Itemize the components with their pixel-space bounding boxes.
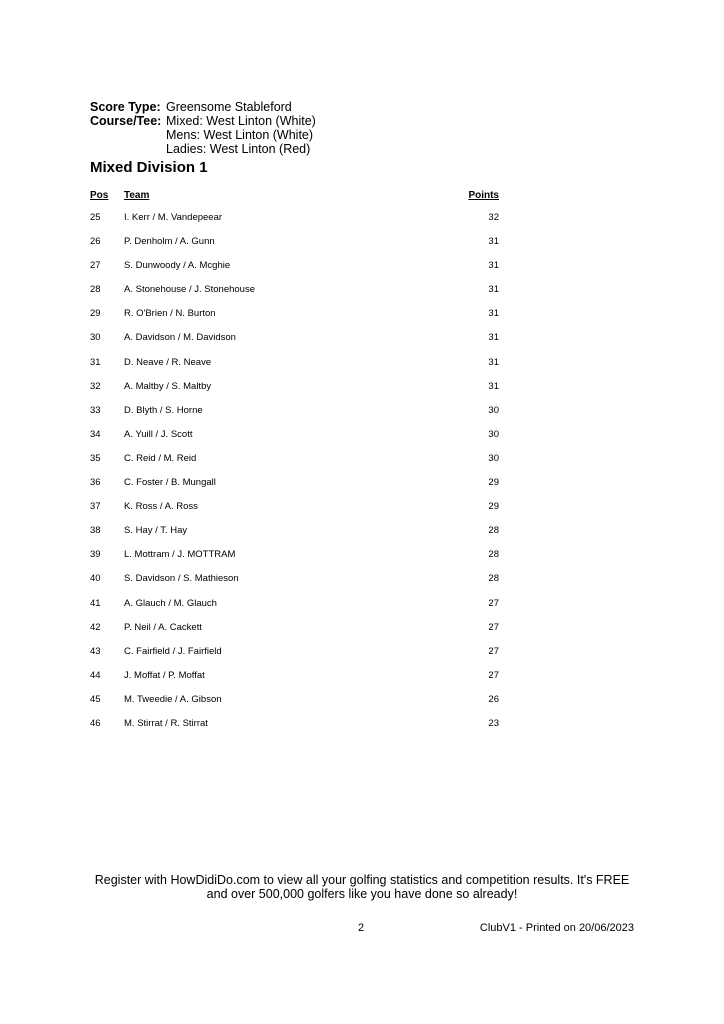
team-cell: P. Denholm / A. Gunn bbox=[124, 236, 215, 248]
pos-cell: 41 bbox=[90, 597, 101, 609]
points-cell: 31 bbox=[488, 284, 499, 296]
howdidido-message-line2: and over 500,000 golfers like you have done so already! bbox=[206, 887, 518, 901]
team-cell: D. Blyth / S. Horne bbox=[124, 404, 203, 416]
column-header-team: Team bbox=[124, 190, 150, 201]
team-cell: A. Maltby / S. Maltby bbox=[124, 380, 212, 392]
division-title: Mixed Division 1 bbox=[90, 159, 208, 176]
team-cell: S. Hay / T. Hay bbox=[124, 525, 188, 537]
team-cell: K. Ross / A. Ross bbox=[124, 501, 198, 513]
team-cell: M. Stirrat / R. Stirrat bbox=[124, 717, 208, 729]
score-type-label: Score Type: bbox=[90, 100, 161, 114]
team-cell: C. Reid / M. Reid bbox=[124, 452, 197, 464]
pos-cell: 44 bbox=[90, 669, 101, 681]
pos-cell: 26 bbox=[90, 236, 101, 248]
team-cell: P. Neil / A. Cackett bbox=[124, 621, 202, 633]
pos-cell: 38 bbox=[90, 525, 101, 537]
table-row bbox=[90, 477, 500, 501]
results-table-body bbox=[90, 212, 500, 742]
points-cell: 32 bbox=[488, 212, 499, 223]
points-cell: 30 bbox=[488, 404, 499, 416]
table-row bbox=[90, 332, 500, 356]
pos-cell: 46 bbox=[90, 717, 101, 729]
points-cell: 27 bbox=[488, 645, 499, 657]
points-cell: 31 bbox=[488, 356, 499, 368]
team-cell: I. Kerr / M. Vandepeear bbox=[124, 212, 223, 223]
pos-cell: 43 bbox=[90, 645, 101, 657]
table-row bbox=[90, 501, 500, 525]
pos-cell: 33 bbox=[90, 404, 101, 416]
pos-cell: 29 bbox=[90, 308, 101, 320]
points-cell: 31 bbox=[488, 308, 499, 320]
pos-cell: 45 bbox=[90, 693, 101, 705]
table-row bbox=[90, 694, 500, 718]
howdidido-message-line1: Register with HowDidiDo.com to view all your golfing statistics and competition results. It's FREE bbox=[94, 873, 630, 887]
table-row bbox=[90, 357, 500, 381]
table-row bbox=[90, 260, 500, 284]
table-row bbox=[90, 429, 500, 453]
table-row bbox=[90, 670, 500, 694]
points-cell: 28 bbox=[488, 549, 499, 561]
points-cell: 31 bbox=[488, 380, 499, 392]
table-row bbox=[90, 573, 500, 597]
points-cell: 23 bbox=[488, 717, 499, 729]
pos-cell: 25 bbox=[90, 212, 101, 223]
table-row bbox=[90, 236, 500, 260]
table-row bbox=[90, 405, 500, 429]
table-row bbox=[90, 622, 500, 646]
printed-on: ClubV1 - Printed on 20/06/2023 bbox=[479, 922, 634, 934]
table-row bbox=[90, 212, 500, 236]
course-tee-ladies: Ladies: West Linton (Red) bbox=[166, 142, 311, 156]
team-cell: C. Foster / B. Mungall bbox=[124, 477, 216, 489]
course-tee-label: Course/Tee: bbox=[90, 114, 162, 128]
team-cell: D. Neave / R. Neave bbox=[124, 356, 212, 368]
pos-cell: 34 bbox=[90, 428, 101, 440]
points-cell: 27 bbox=[488, 621, 499, 633]
pos-cell: 32 bbox=[90, 380, 101, 392]
table-row bbox=[90, 646, 500, 670]
pos-cell: 27 bbox=[90, 260, 101, 272]
team-cell: S. Dunwoody / A. Mcghie bbox=[124, 260, 231, 272]
team-cell: A. Yuill / J. Scott bbox=[124, 428, 193, 440]
pos-cell: 40 bbox=[90, 573, 101, 585]
table-row bbox=[90, 453, 500, 477]
team-cell: M. Tweedie / A. Gibson bbox=[124, 693, 222, 705]
course-tee-mixed: Mixed: West Linton (White) bbox=[166, 114, 316, 128]
table-row bbox=[90, 549, 500, 573]
table-row bbox=[90, 525, 500, 549]
points-cell: 30 bbox=[488, 452, 499, 464]
pos-cell: 37 bbox=[90, 501, 101, 513]
team-cell: A. Stonehouse / J. Stonehouse bbox=[124, 284, 255, 296]
team-cell: C. Fairfield / J. Fairfield bbox=[124, 645, 222, 657]
pos-cell: 35 bbox=[90, 452, 101, 464]
howdidido-message bbox=[90, 873, 634, 901]
points-cell: 29 bbox=[488, 477, 499, 489]
points-cell: 29 bbox=[488, 501, 499, 513]
course-tee-values bbox=[166, 114, 316, 156]
points-cell: 30 bbox=[488, 428, 499, 440]
course-tee-mens: Mens: West Linton (White) bbox=[166, 128, 314, 142]
pos-cell: 30 bbox=[90, 332, 101, 344]
points-cell: 28 bbox=[488, 525, 499, 537]
pos-cell: 28 bbox=[90, 284, 101, 296]
team-cell: A. Glauch / M. Glauch bbox=[124, 597, 217, 609]
score-type-value: Greensome Stableford bbox=[166, 100, 292, 114]
column-header-points: Points bbox=[468, 190, 499, 201]
team-cell: A. Davidson / M. Davidson bbox=[124, 332, 236, 344]
column-header-pos: Pos bbox=[90, 190, 109, 201]
team-cell: S. Davidson / S. Mathieson bbox=[124, 573, 239, 585]
table-row bbox=[90, 598, 500, 622]
results-table-header bbox=[90, 190, 500, 202]
team-cell: R. O'Brien / N. Burton bbox=[124, 308, 216, 320]
points-cell: 31 bbox=[488, 236, 499, 248]
table-row bbox=[90, 718, 500, 742]
points-cell: 28 bbox=[488, 573, 499, 585]
page-number: 2 bbox=[358, 922, 365, 934]
pos-cell: 31 bbox=[90, 356, 101, 368]
table-row bbox=[90, 381, 500, 405]
score-type-row bbox=[90, 100, 316, 114]
course-tee-row bbox=[90, 114, 316, 156]
points-cell: 27 bbox=[488, 597, 499, 609]
table-row bbox=[90, 284, 500, 308]
points-cell: 31 bbox=[488, 260, 499, 272]
competition-meta bbox=[90, 100, 316, 156]
points-cell: 27 bbox=[488, 669, 499, 681]
points-cell: 31 bbox=[488, 332, 499, 344]
team-cell: L. Mottram / J. MOTTRAM bbox=[124, 549, 236, 561]
pos-cell: 39 bbox=[90, 549, 101, 561]
points-cell: 26 bbox=[488, 693, 499, 705]
pos-cell: 36 bbox=[90, 477, 101, 489]
pos-cell: 42 bbox=[90, 621, 101, 633]
team-cell: J. Moffat / P. Moffat bbox=[124, 669, 205, 681]
table-row bbox=[90, 308, 500, 332]
